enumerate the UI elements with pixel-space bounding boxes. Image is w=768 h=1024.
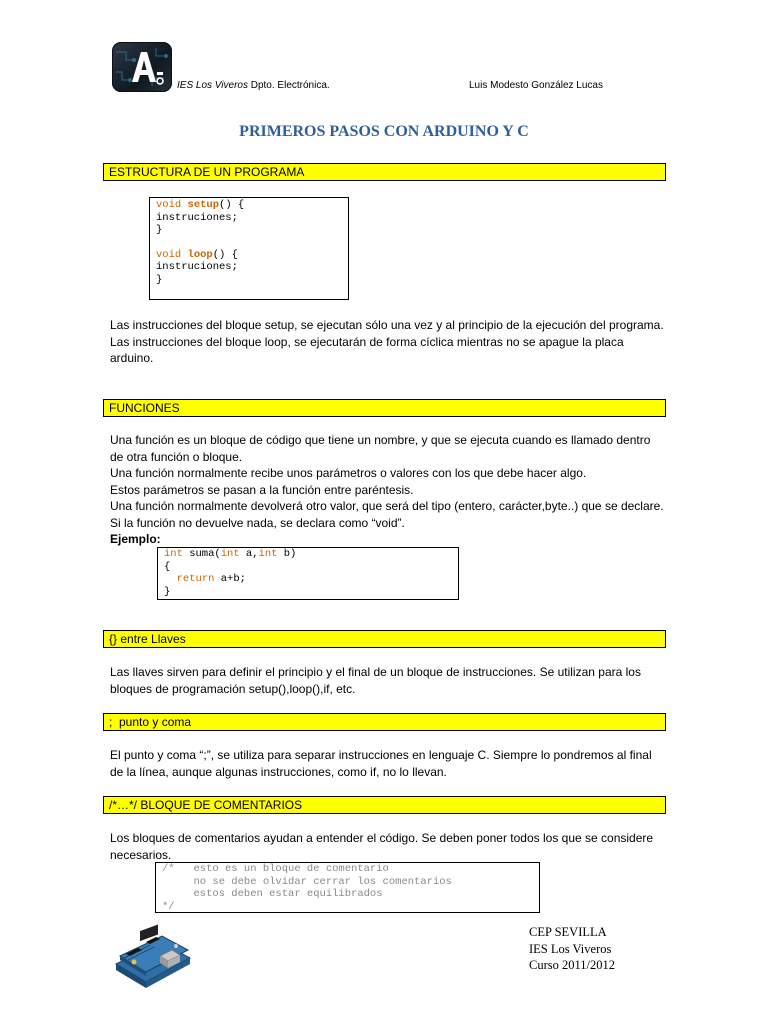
section-heading-comentarios: /*…*/ BLOQUE DE COMENTARIOS bbox=[103, 796, 666, 814]
paragraph-text: Una función normalmente recibe unos parámetros o valores con los que debe hacer algo. bbox=[110, 466, 587, 480]
section-heading-estructura: ESTRUCTURA DE UN PROGRAMA bbox=[103, 163, 666, 181]
code-line: { bbox=[164, 560, 171, 573]
code-block-function bbox=[157, 547, 459, 600]
code-keyword: void bbox=[156, 248, 188, 261]
paragraph-text: Las llaves sirven para definir el principio y el final de un bloque de instrucciones. Se utilizan para los bloques de programación setup(),loop(),if, etc. bbox=[110, 665, 641, 696]
header-school-name: IES Los Viveros bbox=[177, 80, 248, 91]
paragraph-text: Una función es un bloque de código que tiene un nombre, y que se ejecuta cuando es llamado dentro de otra función o bloque. bbox=[110, 433, 651, 464]
code-comment-line: */ bbox=[162, 900, 175, 913]
header-department: Dpto. Electrónica. bbox=[247, 80, 330, 91]
code-keyword: int bbox=[258, 548, 278, 560]
code-line: instruciones; bbox=[156, 261, 238, 273]
code-function-name: loop bbox=[187, 248, 213, 261]
paragraph-text: Los bloques de comentarios ayudan a entender el código. Se deben poner todos los que se considere necesarios. bbox=[110, 831, 654, 862]
code-line: } bbox=[156, 224, 163, 236]
code-text: a+b; bbox=[214, 573, 246, 585]
code-keyword: int bbox=[164, 548, 183, 560]
footer-line: IES Los Viveros bbox=[529, 941, 612, 956]
paragraph-text: Las instrucciones del bloque setup, se ejecutan sólo una vez y al principio de la ejecución del programa. bbox=[110, 318, 664, 332]
header-school bbox=[177, 80, 330, 91]
footer bbox=[529, 924, 615, 974]
paragraph-comentarios bbox=[110, 830, 665, 863]
code-line: } bbox=[164, 585, 171, 598]
code-text: a, bbox=[239, 548, 259, 560]
arduino-logo bbox=[112, 42, 172, 92]
paragraph-text: Estos parámetros se pasan a la función entre paréntesis. bbox=[110, 482, 414, 497]
code-comment-line: no se debe olvidar cerrar los comentarios bbox=[162, 875, 452, 888]
code-comment-line: /* esto es un bloque de comentario bbox=[162, 863, 389, 875]
paragraph-punto-y-coma bbox=[110, 747, 665, 780]
code-indent bbox=[164, 573, 177, 585]
code-keyword: int bbox=[220, 548, 240, 560]
code-text: suma( bbox=[182, 548, 221, 560]
code-line: } bbox=[156, 273, 163, 286]
section-heading-punto-y-coma: ; punto y coma bbox=[103, 713, 666, 731]
page-title: PRIMEROS PASOS CON ARDUINO Y C bbox=[239, 123, 529, 140]
section-heading-funciones: FUNCIONES bbox=[103, 399, 666, 417]
code-text: () { bbox=[212, 248, 238, 261]
code-keyword: return bbox=[176, 573, 215, 585]
section-heading-llaves: {} entre Llaves bbox=[103, 630, 666, 648]
paragraph-text: Las instrucciones del bloque loop, se ejecutarán de forma cíclica mientras no se apague la placa arduino. bbox=[110, 334, 624, 365]
paragraph-estructura bbox=[110, 317, 665, 367]
code-comment-line: estos deben estar equilibrados bbox=[162, 888, 383, 900]
footer-line: Curso 2011/2012 bbox=[529, 958, 615, 972]
header-author: Luis Modesto González Lucas bbox=[469, 80, 603, 91]
code-line: instruciones; bbox=[156, 211, 238, 224]
paragraph-text: El punto y coma “;”, se utiliza para separar instrucciones en lenguaje C. Siempre lo pondremos al final de la línea, aunque algunas instrucciones, como if, no lo llevan. bbox=[110, 748, 652, 779]
code-block-comment bbox=[155, 862, 540, 913]
code-text: b) bbox=[277, 548, 297, 560]
paragraph-funciones bbox=[110, 432, 665, 548]
code-block-structure bbox=[149, 197, 349, 300]
footer-line: CEP SEVILLA bbox=[529, 925, 607, 939]
code-function-name: setup bbox=[187, 199, 220, 211]
code-text: () { bbox=[219, 199, 245, 211]
arduino-board-image bbox=[110, 912, 195, 997]
example-label: Ejemplo: bbox=[110, 532, 161, 546]
paragraph-text: Una función normalmente devolverá otro valor, que será del tipo (entero, carácter,byte..) que se declare. Si la función no devuelve nada, se declara como “void”. bbox=[110, 499, 664, 530]
code-keyword: void bbox=[156, 199, 188, 211]
paragraph-llaves bbox=[110, 664, 665, 697]
